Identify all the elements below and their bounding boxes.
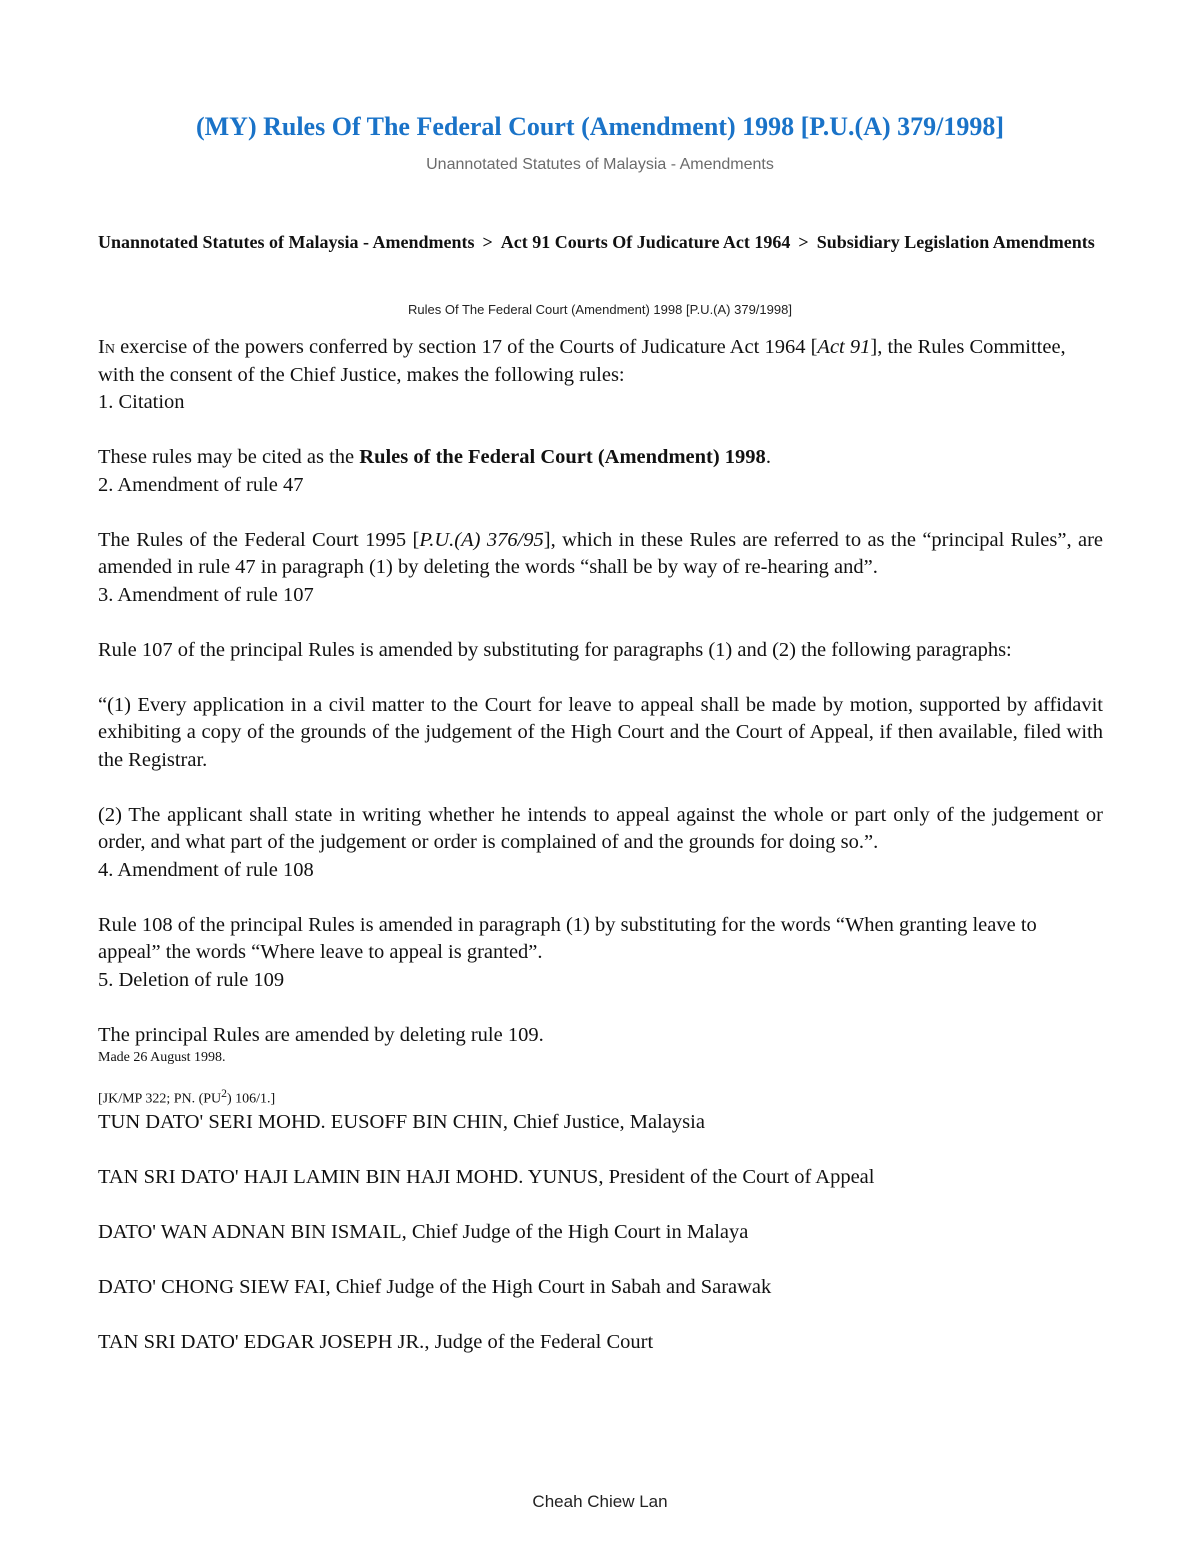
section-heading-rule-109: 5. Deletion of rule 109 [98, 968, 285, 991]
signatory: DATO' CHONG SIEW FAI, Chief Judge of the High Court in Sabah and Sarawak [98, 1275, 772, 1298]
section-text-rule-109: The principal Rules are amended by deleting rule 109. [98, 1023, 544, 1046]
signatory: TAN SRI DATO' HAJI LAMIN BIN HAJI MOHD. YUNUS, President of the Court of Appeal [98, 1165, 875, 1188]
document-subheading: Rules Of The Federal Court (Amendment) 1998 [P.U.(A) 379/1998] [408, 302, 792, 317]
document-subtitle: Unannotated Statutes of Malaysia - Amendments [426, 156, 774, 173]
preamble-text: exercise of the powers conferred by section 17 of the Courts of Judicature Act 1964 [ [114, 336, 818, 358]
signatory: DATO' WAN ADNAN BIN ISMAIL, Chief Judge of the High Court in Malaya [98, 1220, 749, 1243]
preamble-text-end: ], the Rules Committee, with the consent of the Chief Justice, makes the following rules: [98, 336, 1066, 386]
document-body [98, 334, 1103, 1384]
signatory: TAN SRI DATO' EDGAR JOSEPH JR., Judge of the Federal Court [98, 1330, 654, 1353]
section-text-rule-107: Rule 107 of the principal Rules is amended by substituting for paragraphs (1) and (2) the following paragraphs: [98, 638, 1012, 661]
preamble-paragraph [98, 334, 1103, 389]
document-title: (MY) Rules Of The Federal Court (Amendment) 1998 [P.U.(A) 379/1998] [195, 112, 1005, 141]
section-text-rule-108: Rule 108 of the principal Rules is amended in paragraph (1) by substituting for the words “When granting leave to appeal” the words “Where leave to appeal is granted”. [98, 913, 1037, 963]
signatory: TUN DATO' SERI MOHD. EUSOFF BIN CHIN, Chief Justice, Malaysia [98, 1110, 705, 1133]
section-text-rule-47: The Rules of the Federal Court 1995 [P.U.(A) 376/95], which in these Rules are referred to as the “principal Rules”, are amended in rule 47 in paragraph (1) by deleting the words “shall be by way of re-hearing and”. [98, 528, 1103, 578]
pu-reference: P.U.(A) 376/95 [419, 528, 544, 551]
act-reference: Act 91 [817, 336, 871, 358]
preamble-initial: In [98, 336, 115, 358]
breadcrumb-item-act-91[interactable]: Act 91 Courts Of Judicature Act 1964 [500, 232, 791, 252]
breadcrumb-item-amendments[interactable]: Unannotated Statutes of Malaysia - Amendments [98, 232, 475, 252]
rule-107-paragraph-2: (2) The applicant shall state in writing whether he intends to appeal against the whole or part only of the judgement or order, and what part of the judgement or order is complained of and the grounds for doing so.”. [98, 803, 1103, 853]
breadcrumb [98, 230, 1103, 255]
signatories-list [98, 1109, 1103, 1357]
section-text-citation: These rules may be cited as the Rules of the Federal Court (Amendment) 1998. [98, 446, 771, 468]
breadcrumb-item-subsidiary[interactable]: Subsidiary Legislation Amendments [816, 232, 1095, 252]
breadcrumb-separator: > [482, 232, 493, 252]
section-heading-rule-107: 3. Amendment of rule 107 [98, 583, 314, 606]
page-footer: Cheah Chiew Lan [532, 1492, 668, 1511]
rule-107-paragraph-1: “(1) Every application in a civil matter to the Court for leave to appeal shall be made by motion, supported by affidavit exhibiting a copy of the grounds of the judgement of the High Court and the Court of Appeal, if then available, filed with the Registrar. [98, 693, 1103, 771]
section-heading-citation: 1. Citation [98, 391, 185, 413]
reference-line: [JK/MP 322; PN. $(PU^2)$ 106/1.] [98, 1087, 276, 1107]
made-date: Made 26 August 1998. [98, 1050, 226, 1065]
breadcrumb-separator: > [798, 232, 809, 252]
section-heading-rule-47: 2. Amendment of rule 47 [98, 473, 304, 496]
section-heading-rule-108: 4. Amendment of rule 108 [98, 858, 314, 881]
citation-title: Rules of the Federal Court (Amendment) 1998 [359, 446, 766, 468]
